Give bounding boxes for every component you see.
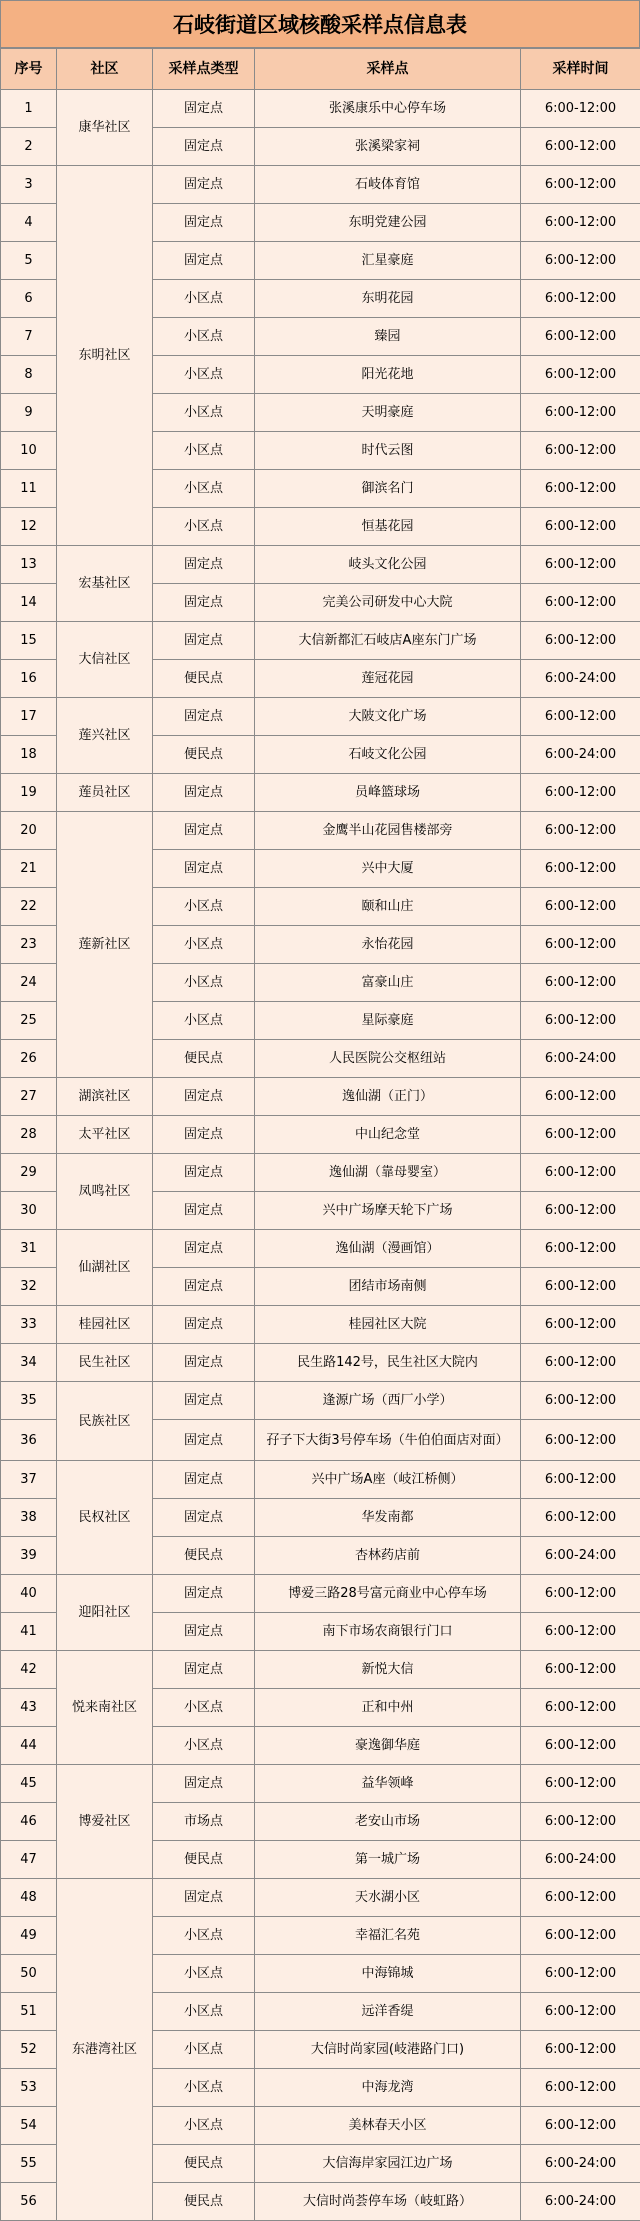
site-name-cell: 星际豪庭 — [255, 1002, 521, 1040]
site-type-cell: 小区点 — [153, 964, 255, 1002]
time-cell: 6:00-24:00 — [521, 2183, 640, 2221]
row-number-cell: 12 — [1, 508, 57, 546]
time-cell: 6:00-12:00 — [521, 1575, 640, 1613]
site-name-cell: 石岐体育馆 — [255, 166, 521, 204]
time-cell: 6:00-12:00 — [521, 812, 640, 850]
row-number-cell: 46 — [1, 1803, 57, 1841]
time-cell: 6:00-12:00 — [521, 1078, 640, 1116]
time-cell: 6:00-12:00 — [521, 584, 640, 622]
site-name-cell: 人民医院公交枢纽站 — [255, 1040, 521, 1078]
time-cell: 6:00-12:00 — [521, 774, 640, 812]
row-number-cell: 7 — [1, 318, 57, 356]
row-number-cell: 40 — [1, 1575, 57, 1613]
table-row — [1, 698, 640, 736]
table-row — [1, 1575, 640, 1613]
community-cell: 民生社区 — [57, 1344, 153, 1382]
site-name-cell: 中山纪念堂 — [255, 1116, 521, 1154]
site-name-cell: 兴中大厦 — [255, 850, 521, 888]
site-name-cell: 中海龙湾 — [255, 2069, 521, 2107]
community-cell: 莲新社区 — [57, 812, 153, 1078]
time-cell: 6:00-12:00 — [521, 1613, 640, 1651]
site-type-cell: 固定点 — [153, 698, 255, 736]
row-number-cell: 56 — [1, 2183, 57, 2221]
row-number-cell: 21 — [1, 850, 57, 888]
community-cell: 桂园社区 — [57, 1306, 153, 1344]
site-name-cell: 桂园社区大院 — [255, 1306, 521, 1344]
site-type-cell: 固定点 — [153, 1461, 255, 1499]
time-cell: 6:00-12:00 — [521, 622, 640, 660]
site-type-cell: 固定点 — [153, 166, 255, 204]
site-type-cell: 便民点 — [153, 2183, 255, 2221]
time-cell: 6:00-12:00 — [521, 394, 640, 432]
table-row — [1, 1651, 640, 1689]
site-type-cell: 固定点 — [153, 546, 255, 584]
site-type-cell: 小区点 — [153, 1002, 255, 1040]
row-number-cell: 25 — [1, 1002, 57, 1040]
time-cell: 6:00-12:00 — [521, 698, 640, 736]
site-type-cell: 小区点 — [153, 280, 255, 318]
site-type-cell: 小区点 — [153, 470, 255, 508]
site-name-cell: 张溪康乐中心停车场 — [255, 90, 521, 128]
site-name-cell: 天水湖小区 — [255, 1879, 521, 1917]
site-name-cell: 豪逸御华庭 — [255, 1727, 521, 1765]
site-name-cell: 岐头文化公园 — [255, 546, 521, 584]
time-cell: 6:00-12:00 — [521, 1689, 640, 1727]
site-type-cell: 固定点 — [153, 1078, 255, 1116]
site-name-cell: 博爱三路28号富元商业中心停车场 — [255, 1575, 521, 1613]
time-cell: 6:00-12:00 — [521, 432, 640, 470]
site-name-cell: 大信时尚家园(岐港路门口) — [255, 2031, 521, 2069]
sampling-sites-table — [0, 48, 640, 2221]
site-name-cell: 第一城广场 — [255, 1841, 521, 1879]
header-community: 社区 — [57, 49, 153, 90]
site-name-cell: 逸仙湖（靠母婴室） — [255, 1154, 521, 1192]
time-cell: 6:00-12:00 — [521, 318, 640, 356]
site-type-cell: 固定点 — [153, 1306, 255, 1344]
community-cell: 太平社区 — [57, 1116, 153, 1154]
site-type-cell: 便民点 — [153, 1841, 255, 1879]
community-cell: 莲员社区 — [57, 774, 153, 812]
header-time: 采样时间 — [521, 49, 640, 90]
row-number-cell: 41 — [1, 1613, 57, 1651]
table-body — [1, 90, 640, 2221]
time-cell: 6:00-12:00 — [521, 964, 640, 1002]
site-name-cell: 南下市场农商银行门口 — [255, 1613, 521, 1651]
row-number-cell: 9 — [1, 394, 57, 432]
time-cell: 6:00-12:00 — [521, 1727, 640, 1765]
time-cell: 6:00-24:00 — [521, 2145, 640, 2183]
row-number-cell: 53 — [1, 2069, 57, 2107]
time-cell: 6:00-24:00 — [521, 1841, 640, 1879]
site-name-cell: 益华领峰 — [255, 1765, 521, 1803]
time-cell: 6:00-12:00 — [521, 1879, 640, 1917]
row-number-cell: 52 — [1, 2031, 57, 2069]
site-name-cell: 大信海岸家园江边广场 — [255, 2145, 521, 2183]
site-name-cell: 民生路142号，民生社区大院内 — [255, 1344, 521, 1382]
row-number-cell: 50 — [1, 1955, 57, 1993]
site-type-cell: 固定点 — [153, 1651, 255, 1689]
site-type-cell: 小区点 — [153, 1993, 255, 2031]
site-type-cell: 固定点 — [153, 1382, 255, 1420]
row-number-cell: 20 — [1, 812, 57, 850]
site-name-cell: 天明豪庭 — [255, 394, 521, 432]
table-row — [1, 774, 640, 812]
time-cell: 6:00-12:00 — [521, 1499, 640, 1537]
site-type-cell: 便民点 — [153, 736, 255, 774]
row-number-cell: 54 — [1, 2107, 57, 2145]
time-cell: 6:00-12:00 — [521, 90, 640, 128]
row-number-cell: 23 — [1, 926, 57, 964]
site-type-cell: 小区点 — [153, 1689, 255, 1727]
site-name-cell: 兴中广场摩天轮下广场 — [255, 1192, 521, 1230]
site-name-cell: 东明花园 — [255, 280, 521, 318]
site-type-cell: 便民点 — [153, 660, 255, 698]
community-cell: 民权社区 — [57, 1461, 153, 1575]
time-cell: 6:00-24:00 — [521, 1537, 640, 1575]
time-cell: 6:00-24:00 — [521, 736, 640, 774]
site-type-cell: 小区点 — [153, 2107, 255, 2145]
row-number-cell: 34 — [1, 1344, 57, 1382]
site-name-cell: 臻园 — [255, 318, 521, 356]
time-cell: 6:00-12:00 — [521, 1765, 640, 1803]
site-name-cell: 汇星豪庭 — [255, 242, 521, 280]
table-row — [1, 1306, 640, 1344]
time-cell: 6:00-12:00 — [521, 1116, 640, 1154]
site-type-cell: 小区点 — [153, 394, 255, 432]
site-type-cell: 固定点 — [153, 1499, 255, 1537]
site-name-cell: 幸福汇名苑 — [255, 1917, 521, 1955]
site-name-cell: 杏林药店前 — [255, 1537, 521, 1575]
row-number-cell: 38 — [1, 1499, 57, 1537]
row-number-cell: 24 — [1, 964, 57, 1002]
site-name-cell: 大信新都汇石岐店A座东门广场 — [255, 622, 521, 660]
time-cell: 6:00-12:00 — [521, 204, 640, 242]
row-number-cell: 33 — [1, 1306, 57, 1344]
time-cell: 6:00-12:00 — [521, 280, 640, 318]
site-type-cell: 小区点 — [153, 2031, 255, 2069]
row-number-cell: 4 — [1, 204, 57, 242]
site-name-cell: 莲冠花园 — [255, 660, 521, 698]
row-number-cell: 29 — [1, 1154, 57, 1192]
time-cell: 6:00-12:00 — [521, 166, 640, 204]
row-number-cell: 1 — [1, 90, 57, 128]
site-type-cell: 小区点 — [153, 926, 255, 964]
site-name-cell: 石岐文化公园 — [255, 736, 521, 774]
site-name-cell: 远洋香缇 — [255, 1993, 521, 2031]
row-number-cell: 15 — [1, 622, 57, 660]
community-cell: 湖滨社区 — [57, 1078, 153, 1116]
site-type-cell: 固定点 — [153, 128, 255, 166]
site-name-cell: 新悦大信 — [255, 1651, 521, 1689]
site-name-cell: 美林春天小区 — [255, 2107, 521, 2145]
site-type-cell: 小区点 — [153, 1727, 255, 1765]
site-name-cell: 逸仙湖（正门） — [255, 1078, 521, 1116]
table-row — [1, 1765, 640, 1803]
time-cell: 6:00-24:00 — [521, 660, 640, 698]
table-row — [1, 812, 640, 850]
time-cell: 6:00-12:00 — [521, 1993, 640, 2031]
row-number-cell: 14 — [1, 584, 57, 622]
time-cell: 6:00-12:00 — [521, 1651, 640, 1689]
site-type-cell: 固定点 — [153, 584, 255, 622]
site-name-cell: 完美公司研发中心大院 — [255, 584, 521, 622]
time-cell: 6:00-12:00 — [521, 1344, 640, 1382]
site-name-cell: 逢源广场（西厂小学） — [255, 1382, 521, 1420]
time-cell: 6:00-12:00 — [521, 2031, 640, 2069]
site-type-cell: 小区点 — [153, 888, 255, 926]
community-cell: 东港湾社区 — [57, 1879, 153, 2221]
row-number-cell: 8 — [1, 356, 57, 394]
site-type-cell: 市场点 — [153, 1803, 255, 1841]
row-number-cell: 5 — [1, 242, 57, 280]
site-name-cell: 恒基花园 — [255, 508, 521, 546]
community-cell: 博爱社区 — [57, 1765, 153, 1879]
row-number-cell: 39 — [1, 1537, 57, 1575]
site-name-cell: 大陂文化广场 — [255, 698, 521, 736]
time-cell: 6:00-12:00 — [521, 1268, 640, 1306]
time-cell: 6:00-12:00 — [521, 470, 640, 508]
row-number-cell: 6 — [1, 280, 57, 318]
header-no: 序号 — [1, 49, 57, 90]
row-number-cell: 51 — [1, 1993, 57, 2031]
table-row — [1, 1078, 640, 1116]
row-number-cell: 3 — [1, 166, 57, 204]
row-number-cell: 42 — [1, 1651, 57, 1689]
site-name-cell: 时代云图 — [255, 432, 521, 470]
table-title: 石岐街道区域核酸采样点信息表 — [0, 0, 640, 48]
site-type-cell: 便民点 — [153, 2145, 255, 2183]
site-type-cell: 便民点 — [153, 1537, 255, 1575]
site-type-cell: 固定点 — [153, 622, 255, 660]
site-name-cell: 金鹰半山花园售楼部旁 — [255, 812, 521, 850]
community-cell: 仙湖社区 — [57, 1230, 153, 1306]
row-number-cell: 26 — [1, 1040, 57, 1078]
table-row — [1, 546, 640, 584]
site-type-cell: 小区点 — [153, 2069, 255, 2107]
site-type-cell: 小区点 — [153, 432, 255, 470]
row-number-cell: 11 — [1, 470, 57, 508]
site-name-cell: 阳光花地 — [255, 356, 521, 394]
time-cell: 6:00-12:00 — [521, 1306, 640, 1344]
table-row — [1, 1116, 640, 1154]
site-type-cell: 固定点 — [153, 1765, 255, 1803]
site-name-cell: 御滨名门 — [255, 470, 521, 508]
community-cell: 凤鸣社区 — [57, 1154, 153, 1230]
row-number-cell: 17 — [1, 698, 57, 736]
table-row — [1, 90, 640, 128]
site-name-cell: 大信时尚荟停车场（岐虹路） — [255, 2183, 521, 2221]
site-type-cell: 固定点 — [153, 850, 255, 888]
site-type-cell: 固定点 — [153, 204, 255, 242]
row-number-cell: 28 — [1, 1116, 57, 1154]
time-cell: 6:00-24:00 — [521, 1040, 640, 1078]
row-number-cell: 37 — [1, 1461, 57, 1499]
site-type-cell: 固定点 — [153, 1268, 255, 1306]
community-cell: 民族社区 — [57, 1382, 153, 1461]
community-cell: 东明社区 — [57, 166, 153, 546]
site-type-cell: 固定点 — [153, 1613, 255, 1651]
site-type-cell: 小区点 — [153, 318, 255, 356]
table-row — [1, 1382, 640, 1420]
time-cell: 6:00-12:00 — [521, 546, 640, 584]
site-type-cell: 固定点 — [153, 1154, 255, 1192]
site-name-cell: 东明党建公园 — [255, 204, 521, 242]
time-cell: 6:00-12:00 — [521, 242, 640, 280]
row-number-cell: 13 — [1, 546, 57, 584]
row-number-cell: 2 — [1, 128, 57, 166]
site-type-cell: 固定点 — [153, 1230, 255, 1268]
site-type-cell: 固定点 — [153, 1420, 255, 1461]
time-cell: 6:00-12:00 — [521, 128, 640, 166]
site-type-cell: 小区点 — [153, 356, 255, 394]
row-number-cell: 27 — [1, 1078, 57, 1116]
row-number-cell: 48 — [1, 1879, 57, 1917]
community-cell: 宏基社区 — [57, 546, 153, 622]
row-number-cell: 47 — [1, 1841, 57, 1879]
row-number-cell: 16 — [1, 660, 57, 698]
site-name-cell: 团结市场南侧 — [255, 1268, 521, 1306]
site-type-cell: 固定点 — [153, 1879, 255, 1917]
site-name-cell: 永怡花园 — [255, 926, 521, 964]
time-cell: 6:00-12:00 — [521, 926, 640, 964]
row-number-cell: 18 — [1, 736, 57, 774]
site-type-cell: 固定点 — [153, 242, 255, 280]
community-cell: 悦来南社区 — [57, 1651, 153, 1765]
header-row — [1, 49, 640, 90]
time-cell: 6:00-12:00 — [521, 2107, 640, 2145]
row-number-cell: 32 — [1, 1268, 57, 1306]
site-name-cell: 正和中州 — [255, 1689, 521, 1727]
table-row — [1, 1344, 640, 1382]
community-cell: 莲兴社区 — [57, 698, 153, 774]
site-type-cell: 小区点 — [153, 508, 255, 546]
table-row — [1, 622, 640, 660]
time-cell: 6:00-12:00 — [521, 1230, 640, 1268]
site-type-cell: 小区点 — [153, 1955, 255, 1993]
time-cell: 6:00-12:00 — [521, 356, 640, 394]
row-number-cell: 43 — [1, 1689, 57, 1727]
row-number-cell: 44 — [1, 1727, 57, 1765]
site-name-cell: 老安山市场 — [255, 1803, 521, 1841]
time-cell: 6:00-12:00 — [521, 2069, 640, 2107]
site-name-cell: 员峰篮球场 — [255, 774, 521, 812]
header-site-type: 采样点类型 — [153, 49, 255, 90]
time-cell: 6:00-12:00 — [521, 888, 640, 926]
site-type-cell: 固定点 — [153, 90, 255, 128]
time-cell: 6:00-12:00 — [521, 1803, 640, 1841]
row-number-cell: 55 — [1, 2145, 57, 2183]
site-type-cell: 小区点 — [153, 1917, 255, 1955]
row-number-cell: 49 — [1, 1917, 57, 1955]
site-type-cell: 固定点 — [153, 774, 255, 812]
site-type-cell: 便民点 — [153, 1040, 255, 1078]
site-name-cell: 孖子下大街3号停车场（牛伯伯面店对面） — [255, 1420, 521, 1461]
time-cell: 6:00-12:00 — [521, 1420, 640, 1461]
table-row — [1, 1461, 640, 1499]
time-cell: 6:00-12:00 — [521, 1461, 640, 1499]
site-type-cell: 固定点 — [153, 812, 255, 850]
row-number-cell: 22 — [1, 888, 57, 926]
time-cell: 6:00-12:00 — [521, 1917, 640, 1955]
time-cell: 6:00-12:00 — [521, 1002, 640, 1040]
row-number-cell: 35 — [1, 1382, 57, 1420]
table-row — [1, 166, 640, 204]
row-number-cell: 19 — [1, 774, 57, 812]
site-name-cell: 颐和山庄 — [255, 888, 521, 926]
row-number-cell: 31 — [1, 1230, 57, 1268]
site-type-cell: 固定点 — [153, 1116, 255, 1154]
time-cell: 6:00-12:00 — [521, 850, 640, 888]
site-name-cell: 张溪梁家祠 — [255, 128, 521, 166]
time-cell: 6:00-12:00 — [521, 1955, 640, 1993]
row-number-cell: 10 — [1, 432, 57, 470]
table-row — [1, 1230, 640, 1268]
time-cell: 6:00-12:00 — [521, 1192, 640, 1230]
row-number-cell: 36 — [1, 1420, 57, 1461]
community-cell: 迎阳社区 — [57, 1575, 153, 1651]
community-cell: 大信社区 — [57, 622, 153, 698]
site-type-cell: 固定点 — [153, 1344, 255, 1382]
site-name-cell: 逸仙湖（漫画馆） — [255, 1230, 521, 1268]
time-cell: 6:00-12:00 — [521, 1154, 640, 1192]
time-cell: 6:00-12:00 — [521, 1382, 640, 1420]
community-cell: 康华社区 — [57, 90, 153, 166]
row-number-cell: 45 — [1, 1765, 57, 1803]
site-name-cell: 富豪山庄 — [255, 964, 521, 1002]
table-row — [1, 1879, 640, 1917]
row-number-cell: 30 — [1, 1192, 57, 1230]
site-name-cell: 兴中广场A座（岐江桥侧） — [255, 1461, 521, 1499]
site-name-cell: 中海锦城 — [255, 1955, 521, 1993]
header-site: 采样点 — [255, 49, 521, 90]
table-row — [1, 1154, 640, 1192]
site-name-cell: 华发南都 — [255, 1499, 521, 1537]
time-cell: 6:00-12:00 — [521, 508, 640, 546]
site-type-cell: 固定点 — [153, 1575, 255, 1613]
site-type-cell: 固定点 — [153, 1192, 255, 1230]
